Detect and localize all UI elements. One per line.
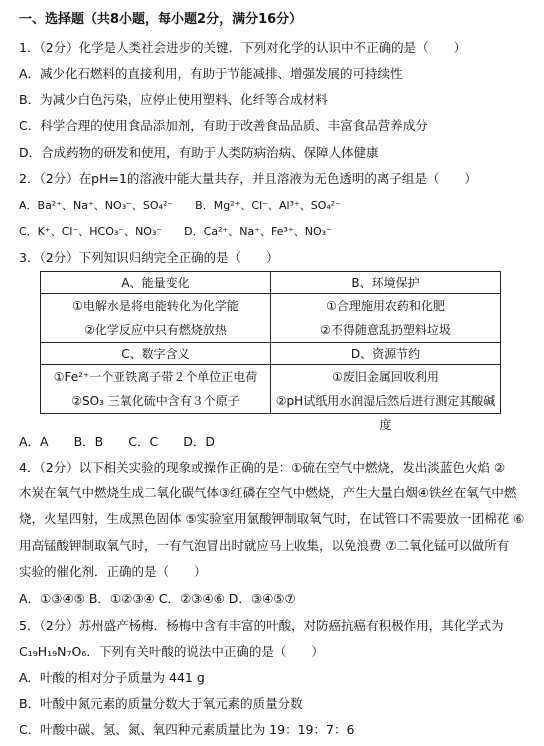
table-cell-d: [271, 365, 501, 432]
q2-options-cd: C．K⁺、Cl⁻、HCO₃⁻、NO₃⁻ D．Ca²⁺、Na⁺、Fe³⁺、NO₃⁻: [19, 225, 332, 238]
q3-options: A．A B．B C．C D．D: [19, 434, 215, 449]
q5-option-b: B．叶酸中氮元素的质量分数大于氧元素的质量分数: [19, 696, 303, 711]
table-head-c: C、数字含义: [41, 343, 271, 365]
q4-line-3: 烧，火星四射，生成黑色固体 ⑤实验室用氯酸钾制取氧气时，在试管口不需要放一团棉花 ⑥: [19, 511, 525, 526]
table-d-item-2: ②pH试纸用水润湿后然后进行测定其酸碱度: [275, 394, 496, 432]
table-head-d: D、资源节约: [271, 343, 501, 365]
table-a-item-1: ①电解水是将电能转化为化学能: [72, 299, 239, 313]
table-c-item-2: ②SO₃ 三氧化硫中含有３个原子: [71, 394, 240, 408]
q4-line-1: 4．（2分）以下相关实验的现象或操作正确的是：①硫在空气中燃烧，发出淡蓝色火焰 ②: [19, 460, 506, 475]
table-head-a: A、能量变化: [41, 272, 271, 294]
table-cell-c: [41, 365, 271, 414]
q4-line-4: 用高锰酸钾制取氧气时，一有气泡冒出时就应马上收集，以免浪费 ⑦二氧化锰可以做所有: [19, 538, 510, 553]
q5-option-c: C．叶酸中碳、氢、氮、氧四种元素质量比为 19：19：7：6: [19, 722, 355, 737]
table-head-b: B、环境保护: [271, 272, 501, 294]
knowledge-table: [40, 271, 501, 432]
table-d-item-1: ①废旧金属回收利用: [332, 370, 439, 384]
q4-line-5: 实验的催化剂．正确的是（ ）: [19, 564, 207, 579]
q1-option-d: D．合成药物的研发和使用，有助于人类防病治病、保障人体健康: [19, 145, 379, 160]
q1-option-b: B．为减少白色污染，应停止使用塑料、化纤等合成材料: [19, 92, 328, 107]
q5-line-2: C₁₉H₁₉N₇O₆．下列有关叶酸的说法中正确的是（ ）: [19, 644, 324, 659]
table-b-item-1: ①合理施用农药和化肥: [326, 299, 445, 313]
q3-stem: 3．（2分）下列知识归纳完全正确的是（ ）: [19, 250, 279, 265]
section-title: 一、选择题（共8小题，每小题2分，满分16分）: [19, 12, 303, 27]
table-c-item-1: ①Fe²⁺一个亚铁离子带２个单位正电荷: [53, 370, 258, 384]
q4-options: A．①③④⑤ B．①②③④ C．②③④⑥ D．③④⑤⑦: [19, 591, 296, 606]
q5-line-1: 5．（2分）苏州盛产杨梅．杨梅中含有丰富的叶酸，对防癌抗癌有积极作用，其化学式为: [19, 618, 504, 633]
table-cell-a: [41, 294, 271, 343]
table-a-item-2: ②化学反应中只有燃烧放热: [84, 323, 227, 337]
q5-option-a: A．叶酸的相对分子质量为 441 g: [19, 670, 205, 685]
q2-stem: 2．（2分）在pH=1的溶液中能大量共存，并且溶液为无色透明的离子组是（ ）: [19, 171, 477, 186]
table-b-item-2: ②不得随意乱扔塑料垃圾: [320, 323, 451, 337]
q1-option-c: C．科学合理的使用食品添加剂，有助于改善食品品质、丰富食品营养成分: [19, 118, 428, 133]
q4-line-2: 木炭在氧气中燃烧生成二氧化碳气体③红磷在空气中燃烧，产生大量白烟④铁丝在氧气中燃: [19, 485, 517, 500]
q1-stem: 1．（2分）化学是人类社会进步的关键．下列对化学的认识中不正确的是（ ）: [19, 40, 467, 55]
q2-options-ab: A．Ba²⁺、Na⁺、NO₃⁻、SO₄²⁻ B．Mg²⁺、Cl⁻、Al³⁺、SO₄²⁻: [19, 199, 342, 212]
q1-option-a: A．减少化石燃料的直接利用，有助于节能减排、增强发展的可持续性: [19, 66, 403, 81]
table-cell-b: [271, 294, 501, 343]
